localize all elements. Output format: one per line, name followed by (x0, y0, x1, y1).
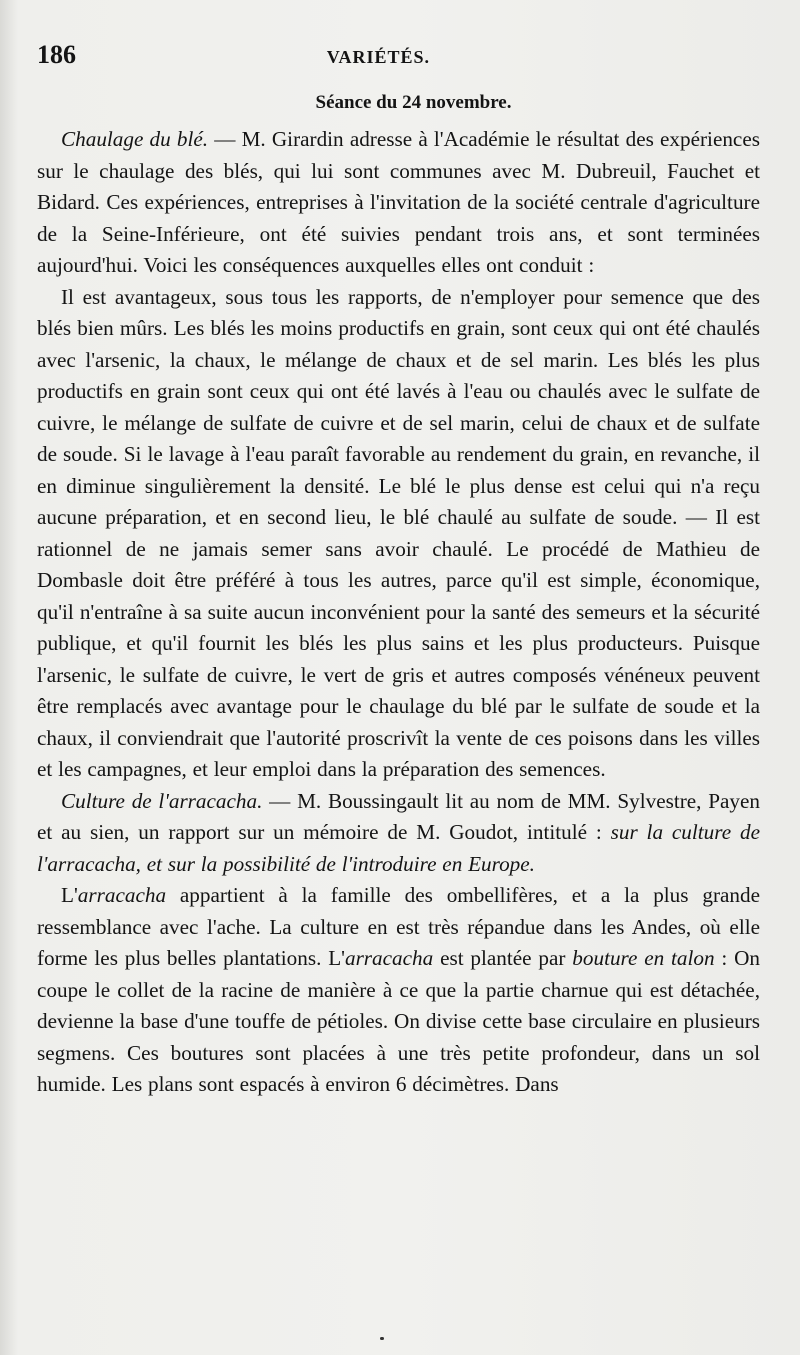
text-fragment: est plantée par (433, 946, 573, 970)
paragraph-conclusions (37, 282, 760, 786)
italic-term: arracacha (77, 883, 167, 907)
page-number: 186 (37, 40, 76, 69)
article-body (37, 124, 760, 1101)
paragraph-text: — M. Boussingault lit au nom de MM. Sylvestre, Payen et au sien, un rapport sur un mémoire de M. Goudot, intitulé : (37, 788, 760, 844)
print-speck (380, 1337, 384, 1340)
paragraph-text: Il est avantageux, sous tous les rapports, de n'employer pour semence que des blés bien mûrs. Les blés les moins productifs en grain, sont ceux qui ont été chaulés avec l'arsenic, la chaux, le mélange de chaux et de sel marin. Les blés les plus productifs en grain sont ceux qui ont été lavés à l'eau ou chaulés avec le sulfate de cuivre, le mélange de sulfate de cuivre et de sel marin, celui de chaux et de sulfate de soude. Si le lavage à l'eau paraît favorable au rendement du grain, en revanche, il en diminue singulièrement la densité. Le blé le plus dense est celui qui n'a reçu aucune préparation, et en second lieu, le blé chaulé au sulfate de soude. — Il est rationnel de ne jamais semer sans avoir chaulé. Le procédé de Mathieu de Dombasle doit être préféré à tous les autres, parce qu'il est simple, économique, qu'il n'entraîne à sa suite aucun inconvénient pour la santé des semeurs et la sécurité publique, et qu'il fournit les blés les plus sains et les plus producteurs. Puisque l'arsenic, le sulfate de cuivre, le vert de gris et autres composés vénéneux peuvent être remplacés avec avantage pour le chaulage du blé par le sulfate de soude et la chaux, il conviendrait que l'autorité proscrivît la vente de ces poisons dans les villes et les campagnes, et leur emploi dans la préparation des semences. (37, 284, 760, 781)
session-heading: Séance du 24 novembre. (315, 92, 512, 113)
text-fragment: appartient à la famille des ombellifères, et a la plus grande ressemblance avec l'ache. La culture en est très répandue dans les Andes, où elle forme les plus belles plantations. L' (37, 883, 760, 970)
text-fragment: : On coupe le collet de la racine de manière à ce que la partie charnue qui est détachée, devienne la base d'une touffe de pétioles. On divise cette base circulaire en plusieurs segmens. Ces boutures sont placées à une très petite profondeur, dans un sol humide. Les plans sont espacés à environ 6 décimètres. Dans (37, 946, 761, 1096)
memoir-title: sur la culture de l'arracacha, et sur la possibilité de l'introduire en Europe. (37, 820, 760, 876)
paragraph-arracacha-report (37, 786, 760, 881)
running-title: VARIÉTÉS. (326, 47, 430, 67)
page-header (37, 40, 760, 76)
section-title-arracacha: Culture de l'arracacha. (61, 788, 263, 813)
paragraph-arracacha-description (37, 880, 760, 1101)
paragraph-text: — M. Girardin adresse à l'Académie le résultat des expériences sur le chaulage des blés, qui lui sont communes avec M. Dubreuil, Fauchet et Bidard. Ces expériences, entreprises à l'invitation de la société centrale d'agriculture de la Seine-Inférieure, ont été suivies pendant trois ans, et sont terminées aujourd'hui. Voici les conséquences auxquelles elles ont conduit : (37, 127, 760, 277)
italic-term: arracacha (344, 946, 434, 970)
paragraph-chaulage (37, 124, 760, 282)
section-title-chaulage: Chaulage du blé. (61, 127, 209, 151)
italic-term: bouture en talon (572, 946, 715, 970)
text-fragment: L' (61, 883, 78, 907)
